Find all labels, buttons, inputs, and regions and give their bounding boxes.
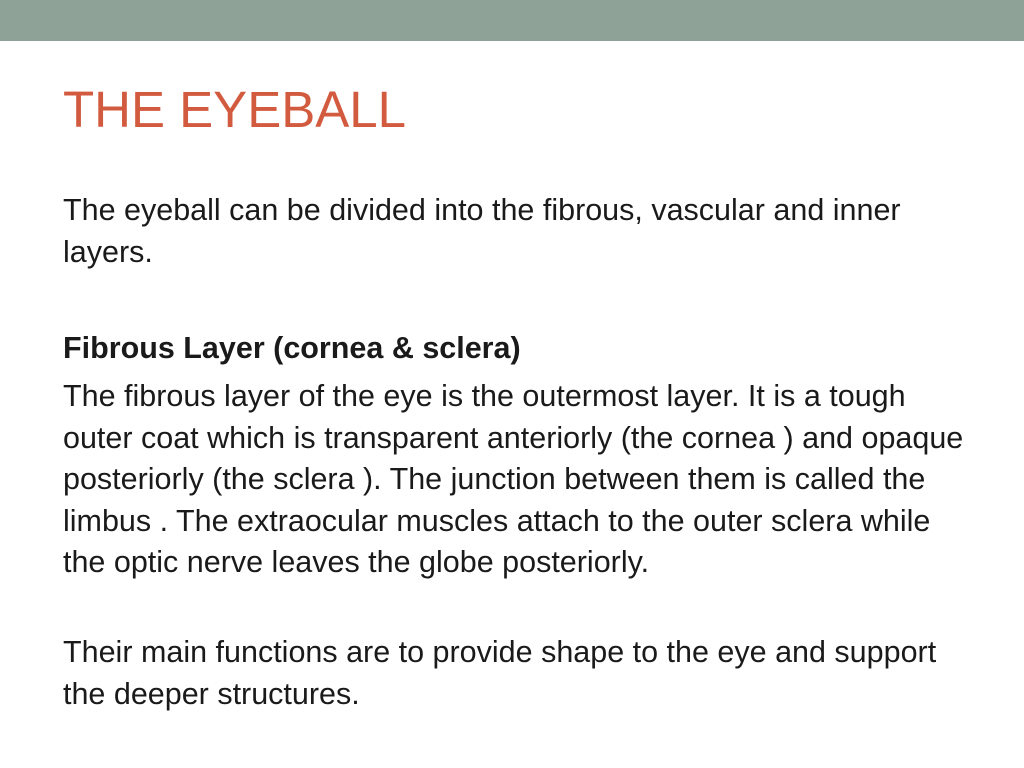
top-accent-bar	[0, 0, 1024, 41]
slide-title: THE EYEBALL	[63, 81, 406, 138]
fibrous-layer-paragraph: The fibrous layer of the eye is the outermost layer. It is a tough outer coat which is transparent anteriorly (the cornea ) and opaque posteriorly (the sclera ). The junction between them is called the limbus . The extraocular muscles attach to the outer sclera while the optic nerve leaves the globe posteriorly.	[63, 379, 964, 579]
intro-paragraph: The eyeball can be divided into the fibrous, vascular and inner layers.	[63, 193, 901, 269]
functions-paragraph: Their main functions are to provide shape to the eye and support the deeper structures.	[63, 635, 937, 711]
section-heading: Fibrous Layer (cornea & sclera)	[63, 331, 521, 365]
